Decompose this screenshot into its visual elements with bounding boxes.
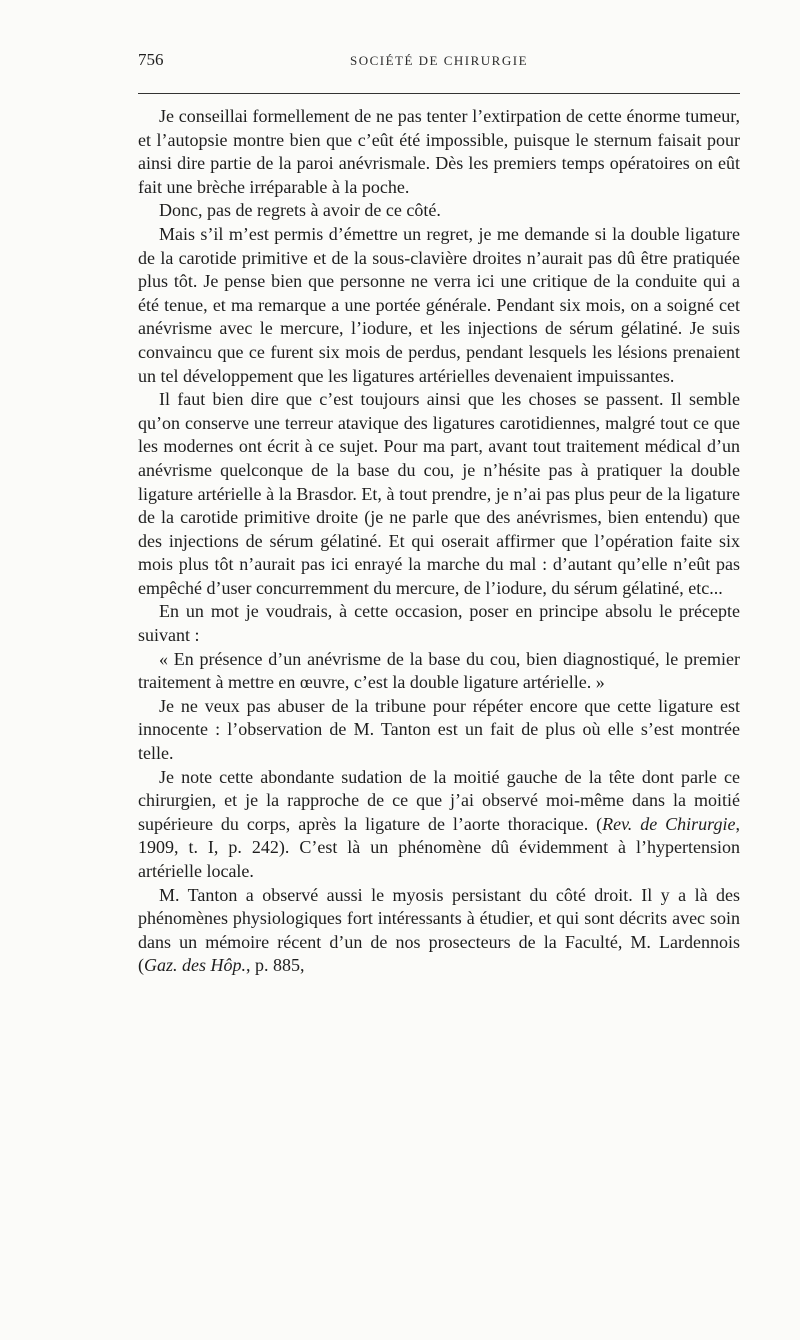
paragraph-text: Je ne veux pas abuser de la tribune pour répéter encore que cette ligature est innocente : l’observation de M. Tanton est un fait de plus où elle s’est montrée telle. [138,695,740,764]
paragraph-text: Je conseillai formellement de ne pas tenter l’extirpation de cette énorme tumeur, et l’autopsie montre bien que c’eût été impossible, puisque le sternum faisait pour ainsi dire partie de la paroi anévrismale. Dès les premiers temps opératoires on eût fait une brèche irréparable à la poche. [138,106,740,197]
citation-title: Gaz. des Hôp. [144,955,246,976]
citation-title: Rev. de Chirurgie [602,813,736,834]
page-header [138,50,740,80]
paragraph [138,766,740,884]
paragraph [138,388,740,600]
paragraph [138,223,740,388]
paragraph-text: M. Tanton a observé aussi le myosis persistant du côté droit. Il y a là des phénomènes physiologiques fort intéressants à étudier, et qui sont décrits avec soin dans un mémoire récent d’un de nos prosecteurs de la Faculté, M. Lardennois ( [138,884,740,976]
paragraph-text: , 1909, t. I, p. 242). C’est là un phénomène dû évidemment à l’hypertension artérielle locale. [138,813,740,881]
paragraph [138,695,740,766]
paragraph [138,884,740,978]
paragraph [138,648,740,695]
paragraph-text: Je note cette abondante sudation de la moitié gauche de la tête dont parle ce chirurgien, et je la rapproche de ce que j’ai observé moi-même dans la moitié supérieure du corps, après la ligature de l’aorte thoracique. ( [138,766,740,834]
paragraph-text: Donc, pas de regrets à avoir de ce côté. [159,200,441,221]
paragraph-text: , p. 885, [246,955,305,976]
paragraph-text: Il faut bien dire que c’est toujours ainsi que les choses se passent. Il semble qu’on conserve une terreur atavique des ligatures carotidiennes, malgré tout ce que les modernes ont écrit à ce sujet. Pour ma part, avant tout traitement médical d’un anévrisme quelconque de la base du cou, je n’hésite pas à pratiquer la double ligature artérielle à la Brasdor. Et, à tout prendre, je n’ai pas plus peur de la ligature de la carotide primitive droite (je ne parle que des anévrismes, bien entendu) que des injections de sérum gélatiné. Et qui oserait affirmer que l’opération faite six mois plus tôt n’aurait pas ici enrayé la marche du mal : d’autant qu’elle n’eût pas empêché d’user concurremment du mercure, de l’iodure, du sérum gélatiné, etc... [138,389,740,598]
page-number: 756 [138,50,164,69]
paragraph [138,600,740,647]
paragraph [138,105,740,199]
body-text [138,105,740,978]
paragraph-text: Mais s’il m’est permis d’émettre un regret, je me demande si la double ligature de la carotide primitive et de la sous-clavière droites n’aurait pas dû être pratiquée plus tôt. Je pense bien que personne ne verra ici une critique de la conduite qui a été tenue, et ma remarque a une portée générale. Pendant six mois, on a soigné cet anévrisme avec le mercure, l’iodure, et les injections de sérum gélatiné. Je suis convaincu que ce furent six mois de perdus, pendant lesquels les lésions prenaient un tel développement que les ligatures artérielles devenaient impuissantes. [138,223,740,386]
running-head: SOCIÉTÉ DE CHIRURGIE [349,53,529,68]
paragraph [138,199,740,223]
header-rule [138,93,740,94]
paragraph-text: « En présence d’un anévrisme de la base du cou, bien diagnostiqué, le premier traitement à mettre en œuvre, c’est la double ligature artérielle. » [138,648,740,693]
paragraph-text: En un mot je voudrais, à cette occasion, poser en principe absolu le précepte suivant : [138,601,740,646]
